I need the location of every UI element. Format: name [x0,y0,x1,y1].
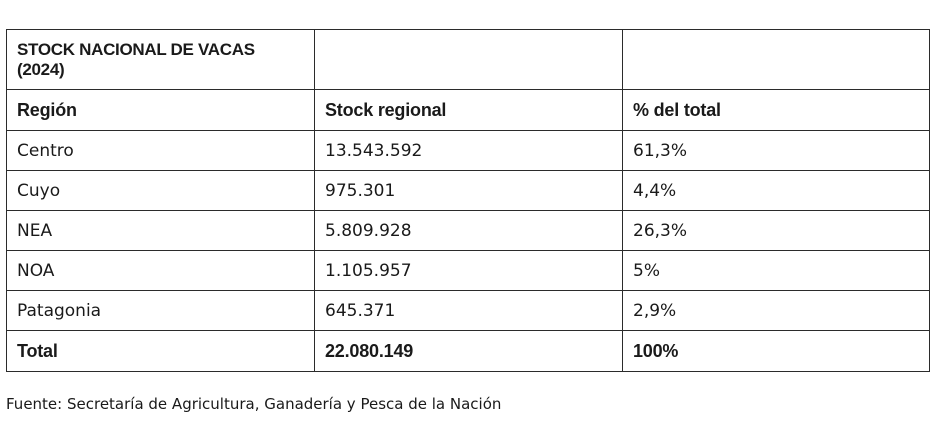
region-cell: Centro [7,131,315,171]
empty-cell [315,30,623,90]
region-cell: NEA [7,211,315,251]
table-row [7,291,930,331]
percent-cell: 61,3% [623,131,930,171]
table-title: STOCK NACIONAL DE VACAS (2024) [7,30,315,90]
percent-cell: 4,4% [623,171,930,211]
percent-cell: 26,3% [623,211,930,251]
percent-cell: 2,9% [623,291,930,331]
stock-table [6,29,930,372]
table-row [7,131,930,171]
table-title-row [7,30,930,90]
total-stock: 22.080.149 [315,331,623,372]
stock-cell: 975.301 [315,171,623,211]
table-row [7,251,930,291]
region-cell: Cuyo [7,171,315,211]
table-row [7,211,930,251]
table-total-row [7,331,930,372]
stock-cell: 645.371 [315,291,623,331]
region-cell: NOA [7,251,315,291]
stock-cell: 1.105.957 [315,251,623,291]
empty-cell [623,30,930,90]
header-region: Región [7,90,315,131]
stock-cell: 5.809.928 [315,211,623,251]
total-percent: 100% [623,331,930,372]
percent-cell: 5% [623,251,930,291]
header-stock: Stock regional [315,90,623,131]
source-note: Fuente: Secretaría de Agricultura, Ganadería y Pesca de la Nación [6,395,502,413]
table-header-row [7,90,930,131]
table-row [7,171,930,211]
total-label: Total [7,331,315,372]
region-cell: Patagonia [7,291,315,331]
header-percent: % del total [623,90,930,131]
stock-cell: 13.543.592 [315,131,623,171]
